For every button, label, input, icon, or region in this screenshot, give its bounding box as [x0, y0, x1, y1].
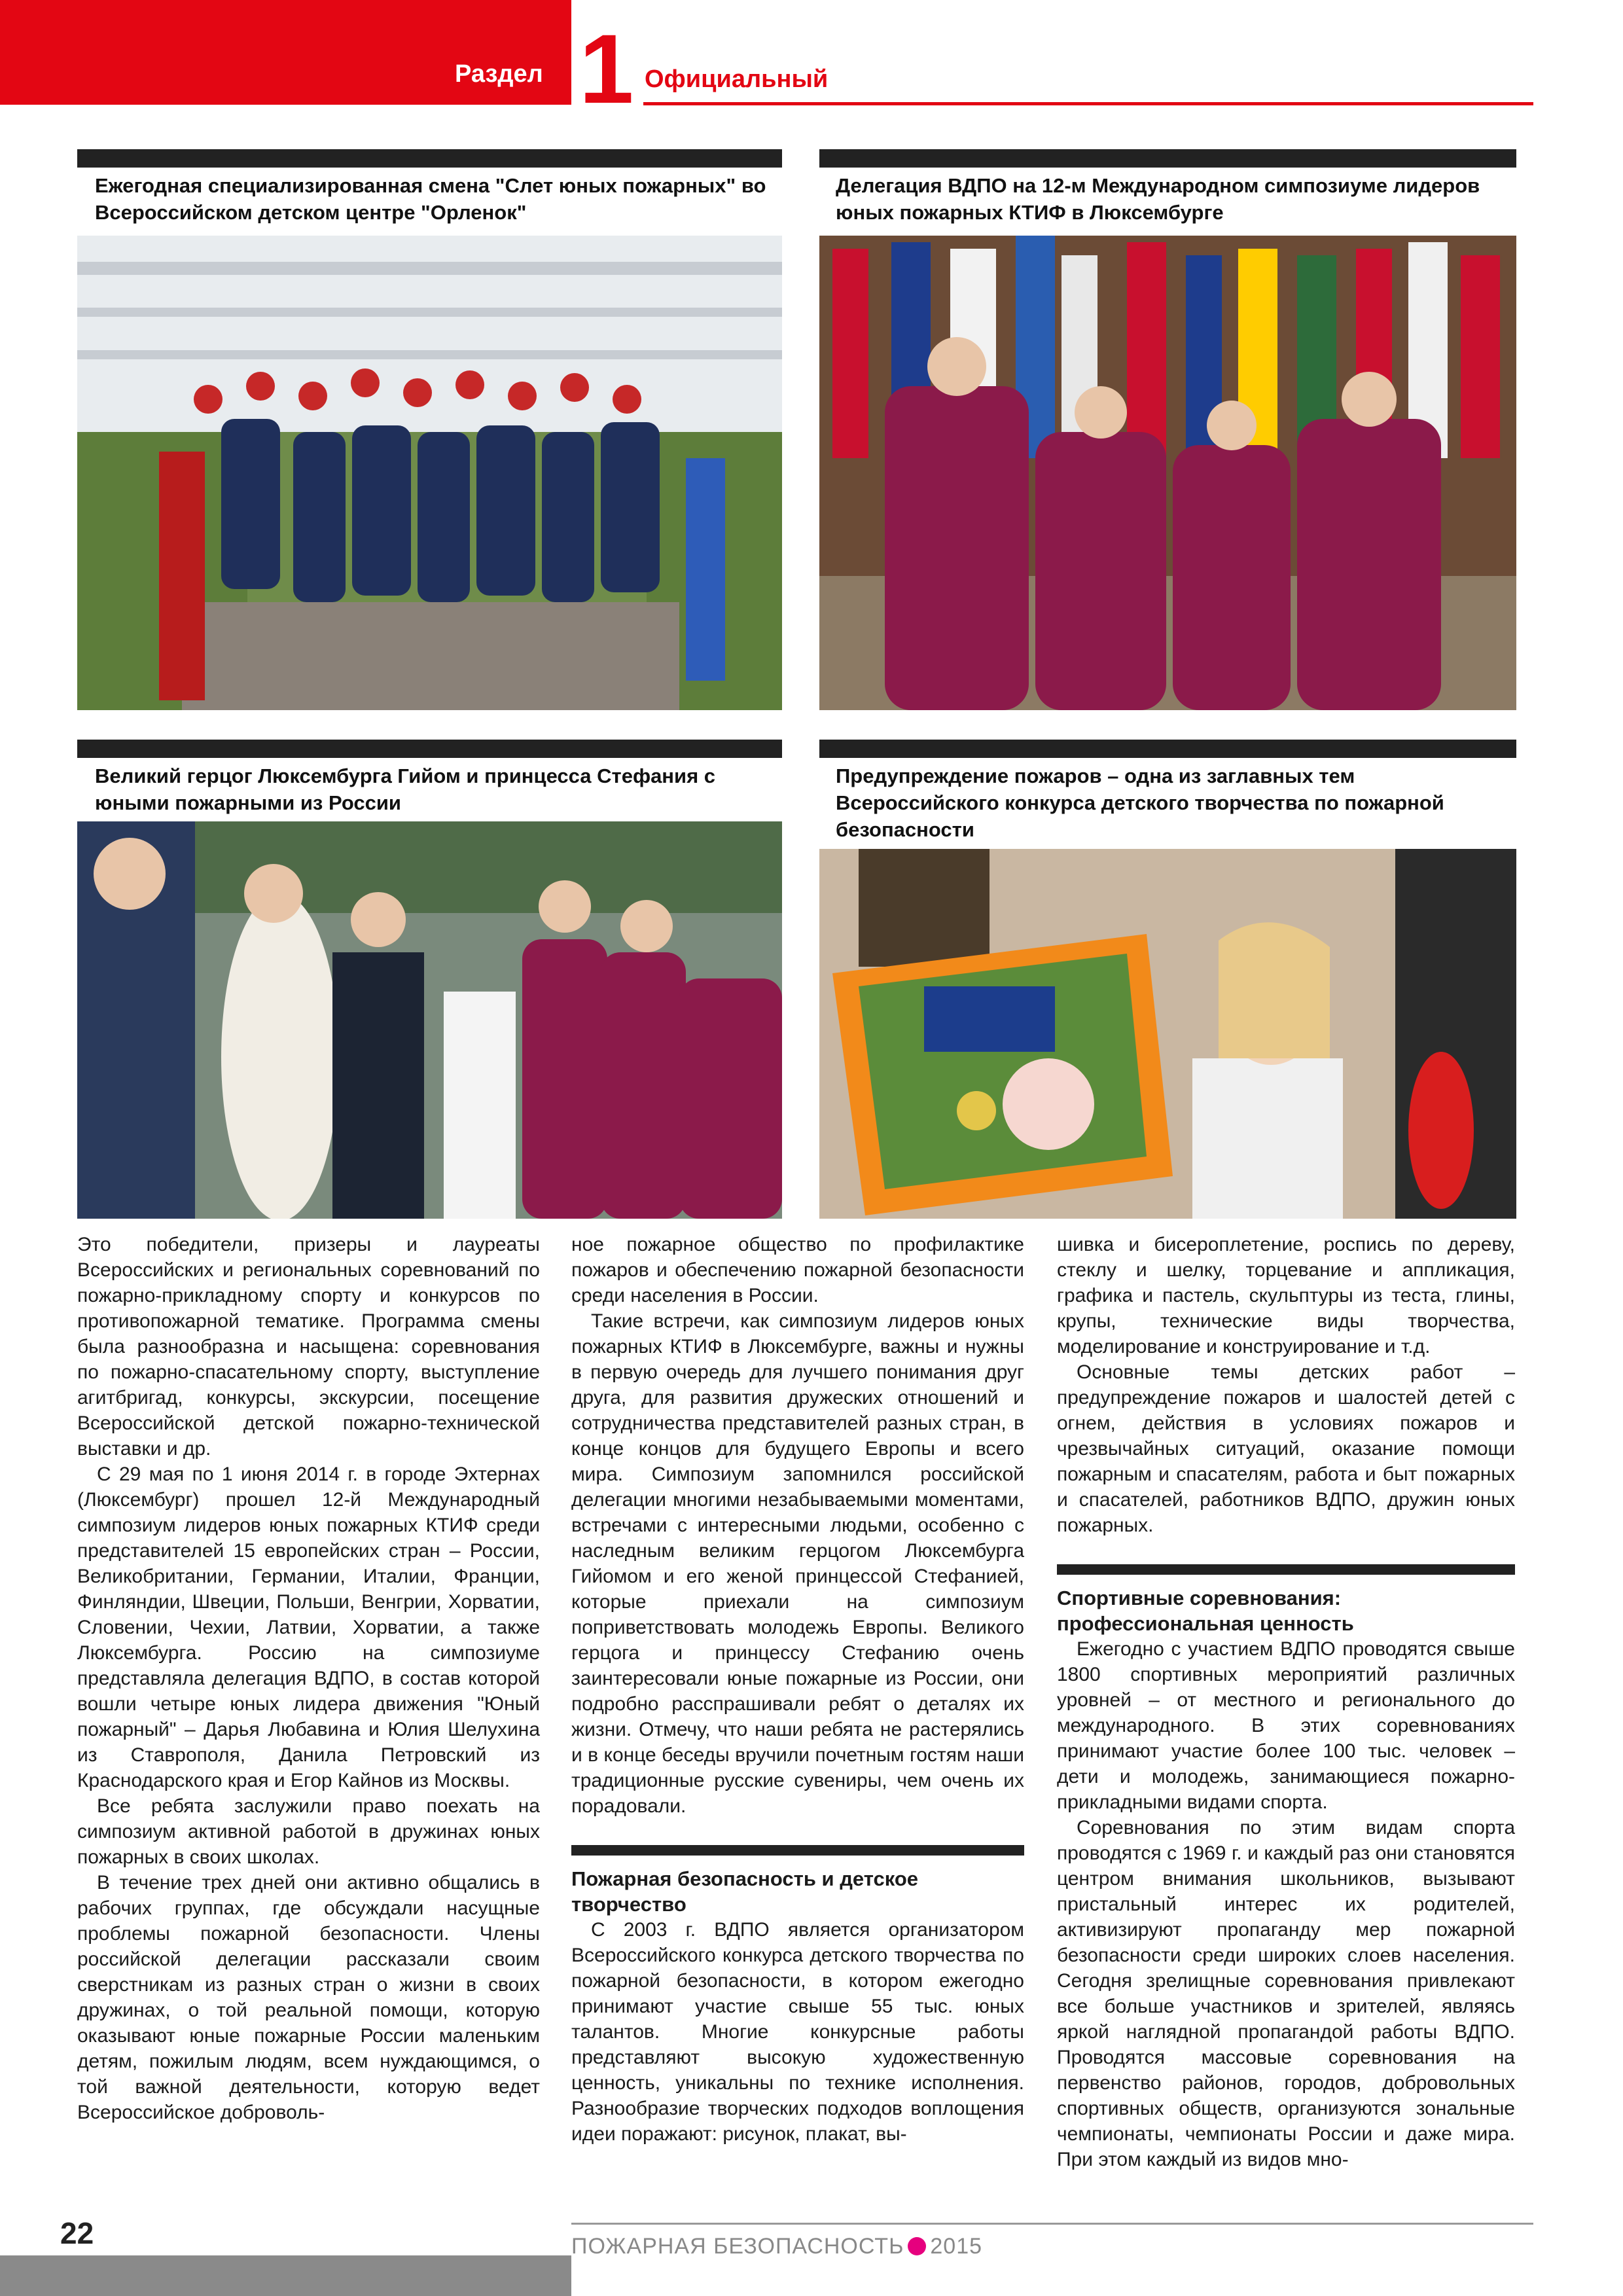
footer-rule [571, 2223, 1533, 2225]
photo-children-art [819, 849, 1516, 1219]
paragraph: С 2003 г. ВДПО является организатором Всероссийского конкурса детского творчества по пожарной безопасности, в котором ежегодно принимают участие свыше 55 тыс. юных талантов. Многие конкурсные работы представляют высокую художественную ценность, уникальны по технике исполнения. Разнообразие творческих подходов воплощения идеи поражают: рисунок, плакат, вы- [571, 1919, 1024, 2145]
paragraph: Все ребята заслужили право поехать на симпозиум активной работой в дружинах юных пожарных в своих школах. [77, 1795, 540, 1868]
photo-caption-2: Делегация ВДПО на 12-м Международном симпозиуме лидеров юных пожарных КТИФ в Люксембурге [836, 174, 1480, 224]
magenta-dot-icon [908, 2237, 926, 2255]
paragraph: Соревнования по этим видам спорта проводятся с 1969 г. и каждый раз они становятся центром внимания школьников, вызывают пристальный интерес их родителей, активизируют пропаганду мер пожарной безопасности среди широких слоев населения. Сегодня зрелищные соревнования привлекают все больше участников и зрителей, являясь яркой наглядной пропагандой работы ВДПО. Проводятся массовые соревнования на первенство районов, городов, добровольных спортивных обществ, организуются зональные чемпионаты, чемпионаты России и даже мира. При этом каждый из видов мно- [1057, 1817, 1515, 2170]
photo-ctif-delegation [819, 236, 1516, 710]
subheading-bar [571, 1845, 1024, 1856]
footer-gray-band [0, 2255, 571, 2296]
caption-bar-1 [77, 149, 782, 168]
caption-bar-3 [77, 740, 782, 758]
subheading-sport-competitions: Спортивные соревнования: профессиональная ценность [1057, 1587, 1354, 1635]
photo-caption-3: Великий герцог Люксембурга Гийом и принцесса Стефания с юными пожарными из России [95, 764, 716, 814]
caption-bar-2 [819, 149, 1516, 168]
section-label: Раздел [455, 60, 543, 88]
photo-caption-4: Предупреждение пожаров – одна из заглавных тем Всероссийского конкурса детского творчества по пожарной безопасности [836, 764, 1444, 841]
section-number: 1 [579, 14, 634, 124]
section-title: Официальный [645, 65, 829, 93]
subheading-fire-safety-art: Пожарная безопасность и детское творчество [571, 1867, 918, 1916]
text-column-1 [77, 1232, 540, 2125]
page-number: 22 [60, 2216, 94, 2250]
text-column-2 [571, 1232, 1024, 2147]
journal-name: ПОЖАРНАЯ БЕЗОПАСНОСТЬ [571, 2234, 904, 2259]
paragraph: ное пожарное общество по профилактике пожаров и обеспечению пожарной безопасности среди населения в России. [571, 1234, 1024, 1306]
paragraph: Основные темы детских работ – предупреждение пожаров и шалостей детей с огнем, действия в условиях пожаров и чрезвычайных ситуаций, оказание помощи пожарным и спасателям, работа и быт пожарных и спасателей, работников ВДПО, дружин юных пожарных. [1057, 1361, 1515, 1536]
caption-bar-4 [819, 740, 1516, 758]
paragraph: С 29 мая по 1 июня 2014 г. в городе Эхтернах (Люксембург) прошел 12-й Международный симпозиум лидеров юных пожарных КТИФ среди представителей 15 европейских стран – России, Великобритании, Германии, Италии, Франции, Финляндии, Швеции, Польши, Венгрии, Хорватии, Словении, Чехии, Латвии, Хорватии, а также Люксембурга. Россию на симпозиуме представляла делегация ВДПО, в состав которой вошли четыре юных лидера движения "Юный пожарный" – Дарья Любавина и Юлия Шелухина из Ставрополя, Данила Петровский из Краснодарского края и Егор Кайнов из Москвы. [77, 1463, 540, 1791]
paragraph: Такие встречи, как симпозиум лидеров юных пожарных КТИФ в Люксембурге, важны и нужны в первую очередь для лучшего понимания друг друга, для развития дружеских отношений и сотрудничества представителей разных стран, в конце концов для будущего Европы и всего мира. Симпозиум запомнился российской делегации многими незабываемыми моментами, встречами с интересными людьми, особенно с наследным великим герцогом Люксембурга Гийомом и его женой принцессой Стефанией, которые приехали на симпозиум поприветствовать молодежь Европы. Великого герцога и принцессу Стефанию очень заинтересовали юные пожарные из России, они подробно расспрашивали ребят о деталях их жизни. Отмечу, что наши ребята не растерялись и в конце беседы вручили почетным гостям наши традиционные русские сувениры, чем очень их порадовали. [571, 1310, 1024, 1817]
photo-caption-1: Ежегодная специализированная смена "Слет юных пожарных" во Всероссийском детском центре "Орленок" [95, 174, 766, 224]
paragraph: шивка и бисероплетение, роспись по дереву, стеклу и шелку, торцевание и аппликация, графика и пастель, скульптуры из теста, глины, крупы, технические виды творчества, моделирование и конструирование и т.д. [1057, 1234, 1515, 1357]
photo-grand-duke [77, 821, 782, 1219]
photo-orlenok-group [77, 236, 782, 710]
paragraph: В течение трех дней они активно общались в рабочих группах, где обсуждали насущные проблемы пожарной безопасности. Члены российской делегации рассказали своим сверстникам из разных стран о жизни в своих дружинах, о той реальной помощи, которую оказывают юные пожарные России маленьким детям, пожилым людям, всем нуждающимся, о той важной деятельности, которую ведет Всероссийское доброволь- [77, 1872, 540, 2123]
text-column-3 [1057, 1232, 1515, 2172]
journal-title [571, 2234, 982, 2259]
header-rule [643, 102, 1533, 105]
paragraph: Это победители, призеры и лауреаты Всероссийских и региональных соревнований по пожарно-прикладному спорту и конкурсов по противопожарной тематике. Программа смены была разнообразна и насыщена: соревнования по пожарно-спасательному спорту, выступление агитбригад, конкурсы, экскурсии, посещение Всероссийской детской пожарно-технической выставки и др. [77, 1234, 540, 1460]
subheading-bar [1057, 1564, 1515, 1575]
journal-year: 2015 [930, 2234, 983, 2259]
paragraph: Ежегодно с участием ВДПО проводятся свыше 1800 спортивных мероприятий различных уровней – от местного и регионального до международного. В этих соревнованиях принимают участие более 100 тыс. человек – дети и молодежь, занимающиеся пожарно-прикладными видами спорта. [1057, 1638, 1515, 1813]
header-red-band [0, 0, 571, 105]
